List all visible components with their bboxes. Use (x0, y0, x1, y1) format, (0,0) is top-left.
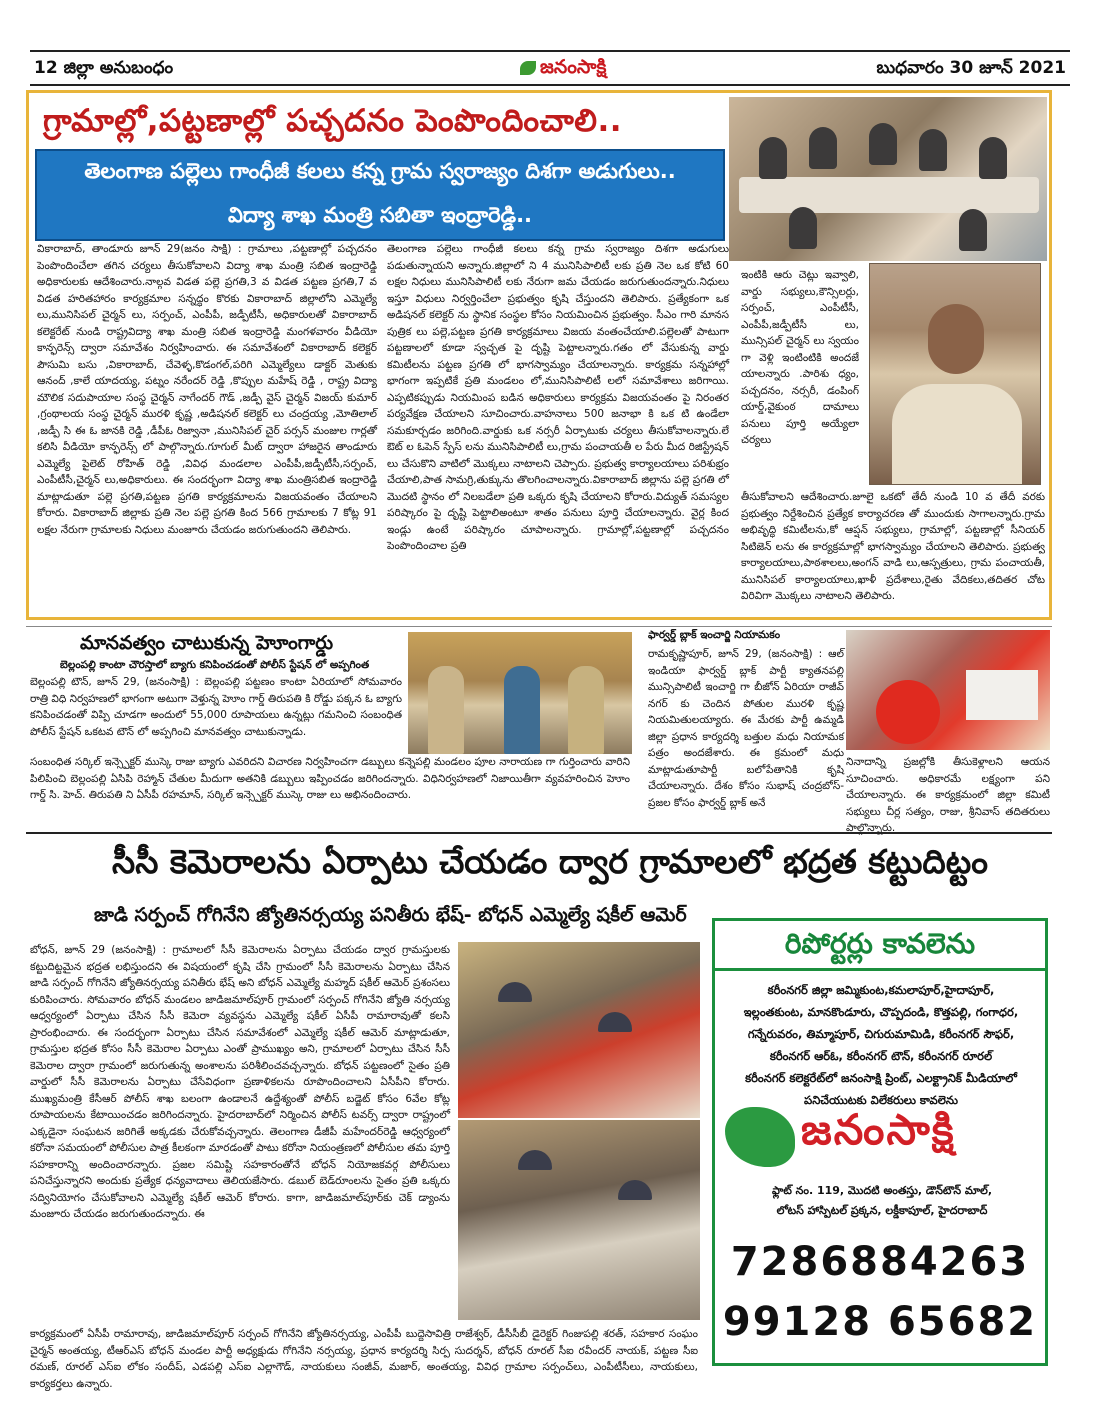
masthead-logo (520, 56, 606, 83)
ad-phone-1: 7286884263 (730, 1239, 1030, 1285)
homeguard-story-body-b: సంబంధిత సర్కిల్ ఇన్స్పెక్టర్ ముస్కె రాజు బ్యాగు ఎవరిదని విచారణ నిర్వహించగా డబ్బులు కన్నెపల్లి మండలం పూల నారాయణ గా గుర్తించారు వారిని పిలిపించి బెల్లంపల్లి ఏసిపి రెహ్మాన్ చేతుల మీదుగా అతనికి డబ్బులు ఇప్పించడం జరిగిందన్నారు. విధినిర్వహణలో నిజాయితీగా వ్యవహరించిన హెూం గార్డ్ సి. హెచ్. తిరుపతి ని ఏసీపీ రహమాన్, సర్కిల్ ఇన్స్పెక్టర్ ముస్కె రాజు లు అభినందించారు. (30, 756, 630, 801)
lead-body-column-2: తెలంగాణ పల్లెలు గాంధీజీ కలలు కన్న గ్రామ స్వరాజ్యం దిశగా అడుగులు పడుతున్నాయని అన్నారు.జిల్లాలో ని 4 మునిసిపాలిటీ లకు ప్రతి నెల ఒక కోటి 60 లక్షల నిధులు మునిసిపాలిటీ లకు నేరుగా జమ చేయడం జరుగుతుందన్నారు.నిధులు ఇస్తూ విధులు నిర్వర్తించేలా ప్రభుత్వం కృషి చేస్తుందని తెలిపారు. ప్రత్యేకంగా ఒక అడిషనల్ కలెక్టర్ ను స్థానిక సంస్థల కోసం నియమించిన ప్రభుత్వం. సీఎం గారి మానస పుత్రిక లు పల్లె,పట్టణ ప్రగతి కార్యక్రమాలు విజయ వంతంచేయాలి.పల్లెలతో పాటుగా పట్టణాలలో కూడా స్వచ్ఛత పై దృష్టి పెట్టాలన్నారు.గతం లో వేసుకున్న వార్డు కమిటీలను పట్టణ ప్రగతి లో భాగస్వామ్యం చేయాలన్నారు. కార్యక్రమ సన్నహాల్లో భాగంగా ఇప్పటికే ప్రతి మండలం లో,మునిసిపాలిటీ లలో సమావేశాలు జరిగాయి. ఎప్పటికప్పుడు నియమింప బడిన అధికారులు కార్యక్రమ విజయవంతం పై నిరంతర పర్యవేక్షణ చేయాలని సూచించారు.వాహనాలు 500 జనాభా కి ఒక టి ఉండేలా సమకూర్చడం జరిగింది.వార్డుకు ఒక నర్సరీ ఏర్పాటుకు చర్యలు తీసుకోవాలన్నారు.లే ఔట్ ల ఓపెన్ స్పేస్ లను మునిసిపాలిటీ లు,గ్రామ పంచాయతీ ల పేరు మీద రిజిస్ట్రేషన్ లు చేసుకొని వాటిలో మొక్కలు నాటాలని చెప్పారు. ప్రభుత్వ కార్యాలయాలు పరిశుభ్రం చేయాలి,పాత సామగ్రి,తుక్కును తొలగించాలన్నారు.వికారాబాద్ జిల్లాను పల్లె ప్రగతి లో మొదటి స్థానం లో నిలబడేలా ప్రతి ఒక్కరు కృషి చేయాలని కోరారు.విద్యుత్ సమస్యల పరిష్కారం పై దృష్టి పెట్టాలిఅంటూ శాతం పనులు పూర్తి చేయాలన్నారు. వైర్ల కింద ఇండ్లు ఉంటే పరిష్కారం చూపాలన్నారు. గ్రామాల్లో,పట్టణాల్లో పచ్చదనం పెంపొందించాల ప్రతి (387, 243, 729, 552)
lead-subheadline-2: విద్యా శాఖ మంత్రి సబితా ఇంద్రారెడ్డి.. (227, 203, 533, 227)
ad-locations (723, 979, 1039, 1111)
ad-line-6: పనిచేయుటకు విలేకరులు కావలెను (804, 1093, 958, 1107)
cctv-story-body: బోధన్, జూన్ 29 (జనంసాక్షి) : గ్రామాలలో సీసీ కెమెరాలను ఏర్పాటు చేయడం ద్వార గ్రామస్తులకు కట్టుదిట్టమైన భద్రత లభిస్తుందని ఈ విషయంలో కృషి చేసి గ్రామంలో సీసీ కెమెరాలను ఏర్పాటు చేసిన జాడి సర్పంచ్ గోగినేని జ్యోతినర్సయ్య పనితీరు భేష్ అని బోధన్ ఎమ్మెల్యే మహ్మద్ షకీల్ ఆమెర్ ప్రశంసలు కురిపించారు. సోమవారం బోధన్ మండలం జాడిజమాల్‌పూర్ గ్రామంలో సర్పంచ్ గోగినేని జ్యోతి నర్సయ్య ఆధ్వర్యంలో ఏర్పాటు చేసిన సీసీ కెమెరా వ్యవస్థను ఎమ్మెల్యే షకీల్ ఏసీపీ రామారావుతో కలసి ప్రారంభించారు. ఈ సందర్భంగా ఏర్పాటు చేసిన సమావేశంలో ఎమ్మెల్యే షకీల్ ఆమెర్ మాట్లాడుతూ, గ్రామస్తుల భద్రత కోసం సీసీ కెమెరాల ఏర్పాటు ఎంతో ప్రాముఖ్యం అని, గ్రామాలలో ఏర్పాటు చేసిన సీసీ కెమెరాల ద్వారా గ్రామంలో జరుగుతున్న అంశాలను పరిశీలించవచ్చన్నారు. బోధన్ పట్టణంలో సైతం ప్రతి వార్డులో సీసీ కెమెరాలను ఏర్పాటు చేసేవిధంగా ప్రణాళికలను రూపొందించాలని ఏసీపీని కోరారు. ముఖ్యమంత్రి కేసీఆర్ పోలీస్ శాఖ బలంగా ఉండాలనే ఉద్దేశ్యంతో పోలీస్ బడ్జెట్ కోసం 6వేల కోట్ల రూపాయలను కేటాయించడం జరిగిందన్నారు. హైదరాబాద్‌లో నిర్మించిన పోలీస్ టవర్స్ ద్వారా రాష్ట్రంలో ఎక్కడైనా సంఘటన జరిగితే అక్కడకు చేరుకోవచ్చన్నారు. తెలంగాణ డీజీపీ మహేందర్‌రెడ్డి ఆధ్వర్యంలో కరోనా సమయంలో పోలీసుల పాత్ర కీలకంగా మారడంతో పాటు కరోనా నియంత్రణలో పోలీసుల తమ పూర్తి సహకారాన్ని అందించారన్నారు. ప్రజల సమిష్టి సహకారంతోనే బోధన్ నియోజకవర్గ పోలీసులు పనిచేస్తున్నారని అందుకు ప్రత్యేక ధన్యవాదాలు తెలియజేసారు. డబుల్ బెడ్‌రూంలను సైతం ప్రతి ఒక్కరు సద్వినియోగం చేసుకోవాలని ఎమ్మెల్యే షకీల్ ఆమెర్ కోరారు. కాగా, జాడిజమాల్‌పూర్‌కు చెక్ డ్యాంను మంజూరు చేయడం జరుగుతుందన్నారు. ఈ (30, 944, 450, 1220)
homeguard-story-subtitle: బెల్లంపల్లి కాంటా చౌరస్తాలో బ్యాగు కనిపించడంతో పోలీస్ స్టేషన్ లో అప్పగింత (60, 659, 370, 671)
homeguard-photo (408, 632, 632, 754)
forward-bloc-photo (846, 630, 1050, 750)
ad-logo-text: జనంసాక్షి (801, 1105, 956, 1154)
ad-line-1: కరీంనగర్ జిల్లా జమ్మికుంట,కమలాపూర్,హైదాపూర్, (767, 983, 995, 997)
homeguard-story-title: మానవత్వం చాటుకున్న హెూంగార్డు (80, 632, 334, 654)
cctv-story-headline: సీసీ కెమెరాలను ఏర్పాటు చేయడం ద్వార గ్రామాలలో భద్రత కట్టుదిట్టం (112, 842, 988, 881)
homeguard-story-body-a: బెల్లంపల్లి టౌన్, జూన్ 29, (జనంసాక్షి) : బెల్లంపల్లి పట్టణం కాంటా ఏరియాలో సోమవారం రాత్రి విధి నిర్వహణలో భాగంగా అటుగా వెళ్తున్న హెూం గార్డ్ తిరుపతి కి రోడ్డు పక్కన ఓ బ్యాగు కనిపించడంతో విప్పి చూడగా అందులో 55,000 రూపాయలు ఉన్నట్లు గమనించి సంబంధిత పోలీస్ స్టేషన్ ఒకటవ టౌన్ లో అప్పగించి మానవత్వం చాటుకున్నాడు. (30, 676, 402, 738)
leaf-icon (520, 61, 536, 75)
forward-bloc-story-title: ఫార్వర్డ్ బ్లాక్ ఇంచార్జి నియామకం (648, 629, 781, 641)
lead-body-column-3a: ఇంటికి ఆరు చెట్లు ఇవ్వాలి, వార్డు సభ్యులు,కౌన్సిలర్లు, సర్పంచ్, ఎంపీటీసీ, ఎంపీపీ,జడ్పీటీసీ లు, మున్సిపల్ చైర్మన్ లు స్వయం గా వెళ్లి ఇంటింటికి అందజే యాలన్నారు .పారిశు ధ్యం, పచ్చదనం, నర్సరీ, డంపింగ్ యార్డ్,వైకుంఠ దామాలు పనులు పూర్తి అయ్యేలా చర్యలు (741, 269, 859, 446)
ad-line-4: కరీంనగర్ ఆర్ఓ, కరీంనగర్ టౌన్, కరీంనగర్ రూరల్ (769, 1049, 993, 1063)
ad-line-3: గన్నేరువరం, తిమ్మాపూర్, చిగురుమామిడి, కరీంనగర్ సౌఫర్, (747, 1027, 1015, 1041)
reporters-wanted-ad (712, 918, 1048, 1366)
ad-logo (721, 1101, 1039, 1181)
ad-address-line-2: లోటస్ హాస్పిటల్ ప్రక్కన, లక్డీకాపూల్, హైదరాబాద్ (776, 1204, 988, 1217)
masthead-text: జనంసాక్షి (540, 56, 607, 78)
lead-body-column-1: వికారాబాద్, తాండూరు జూన్ 29(జనం సాక్షి) : గ్రామాలు ,పట్టణాల్లో పచ్చదనం పెంపొందించేలా తగిన చర్యలు తీసుకోవాలని విద్యా శాఖ మంత్రి సబిత ఇంద్రారెడ్డి అధికారులకు ఆదేశించారు.నాల్గవ విడత పల్లె ప్రగతి,3 వ విడత పట్టణ ప్రగతి,7 వ విడత హరితహారం కార్యక్రమాల సన్నద్ధం కొరకు వికారాబాద్ జిల్లాలోని ఎమ్మెల్యే లు,మునిసిపల్ చైర్మన్ లు, సర్పంచ్, ఎంపీపీ, జడ్పీటీసీ, అధికారులతో వికారాబాద్ కలెక్టరేట్ నుండి రాష్ట్రవిద్యా శాఖ మంత్రి సబిత ఇంద్రారెడ్డి మంగళవారం వీడియో కాన్ఫరెన్స్ ద్వారా సమావేశం నిర్వహించారు. ఈ సమావేశంలో వికారాబాద్ కలెక్టర్ పౌసుమి బసు ,వికారాబాద్, చేవెళ్ళ,కొడంగల్,పరిగి ఎమ్మెల్యేలు డాక్టర్ మెతుకు ఆనంద్ ,కాలే యాదయ్య, పట్నం నరేందర్ రెడ్డి ,కొప్పుల మహేష్ రెడ్డి , రాష్ట్ర విద్యా మౌలిక సదుపాయాల సంస్థ చైర్మన్ నాగేందర్ గౌడ్ ,జడ్పీ వైస్ చైర్మన్ విజయ్ కుమార్ ,గ్రంథాలయ సంస్థ చైర్మన్ మురళి కృష్ణ ,అడిషనల్ కలెక్టర్ లు చంద్రయ్య ,మోతిలాల్ ,జడ్పీ సి ఈ ఓ జానకి రెడ్డి ,డీపీఓ రిజ్వానా ,మునిసిపల్ చైర్ పర్సన్ మంజుల గార్లతో కలిసి వీడియో కాన్ఫరెన్స్ లో పాల్గొన్నారు.గూగుల్ మీట్ ద్వారా హాజరైన తాండూరు ఎమ్మెల్యే పైలెట్ రోహిత్ రెడ్డి ,వివిధ మండలాల ఎంపీపీ,జడ్పీటీసీ,సర్పంచ్, ఎంపీటీసీ,చైర్మన్ లు,అధికారులు. ఈ సందర్భంగా విద్యా శాఖ మంత్రిసబిత ఇంద్రారెడ్డి మాట్లాడుతూ పల్లె ప్రగతి,పట్టణ ప్రగతి కార్యక్రమాలను విజయవంతం చేయాలని కోరారు. వికారాబాద్ జిల్లాకు ప్రతి నెల పల్లె ప్రగతి కింద 566 గ్రామాలకు 7 కోట్ల 91 లక్షల నేరుగా గ్రామాలకు నిధులు మంజూరు చేయడం జరుగుతుందని తెలిపారు. (37, 243, 377, 536)
ad-address (723, 1181, 1041, 1221)
lead-body-column-3b: తీసుకోవాలని ఆదేశించారు.జూలై ఒకటో తేదీ నుండి 10 వ తేదీ వరకు ప్రభుత్వం నిర్దేశించిన ప్రత్యేక కార్యాచరణ తో ముందుకు సాగాలన్నారు.గ్రామ అభివృద్ధి కమిటీలను,కో ఆప్షన్ సభ్యులు, గ్రామాల్లో, పట్టణాల్లో సీనియర్ సిటిజెన్ లను ఈ కార్యక్రమాల్లో భాగస్వామ్యం చేయాలని తెలిపారు. ప్రభుత్వ కార్యాలయాలు,పాఠశాలలు,అంగన్ వాడి లు,ఆస్పత్రులు, గ్రామ పంచాయతీ, మునిసిపల్ కార్యాలయాలు,ఖాళీ ప్రదేశాలు,రైతు వేదికలు,తదితర చోట విరివిగా మొక్కలు నాటాలని తెలిపారు. (741, 491, 1045, 602)
ad-line-5: కరీంనగర్ కలెక్టరేట్‌లో జనంసాక్షి ప్రింట్, ఎలక్ట్రానిక్ మీడియాలో (745, 1071, 1017, 1085)
ad-line-2: ఇల్లంతకుంట, మానకొండూరు, చొప్పదండి, కొత్తపల్లి, గంగాధర, (743, 1005, 1019, 1019)
cctv-story-subheadline: జాడి సర్పంచ్ గోగినేని జ్యోతినర్సయ్య పనితీరు భేష్- బోధన్ ఎమ్మెల్యే షకీల్ ఆమెర్ (94, 904, 687, 926)
lead-headline: గ్రామాల్లో,పట్టణాల్లో పచ్చదనం పెంపొందించాలి.. (43, 103, 623, 139)
ad-phone-2: 99128 65682 (722, 1299, 1038, 1345)
ad-address-line-1: ఫ్లాట్ నం. 119, మొదటి అంతస్తు, డౌన్‌టౌన్ మాల్, (771, 1184, 993, 1197)
forward-bloc-story-body-a: రామకృష్ణాపూర్, జూన్ 29, (జనంసాక్షి) : ఆల్ ఇండియా ఫార్వర్డ్ బ్లాక్ పార్టీ క్యాతనపల్లి మున్సిపాలిటీ ఇంచార్జి గా బీజోన్ ఏరియా రాజీవ్ నగర్ కు చెందిన పోతుల మురళి కృష్ణ నియమితులయ్యారు. ఈ మేరకు పార్టీ ఉమ్మడి జిల్లా ప్రధాన కార్యదర్శి బత్తుల మధు నియామక పత్రం అందజేశారు. ఈ క్రమంలో మధు మాట్లాడుతూపార్టీ బలోపేతానికి కృషి చేయాలన్నారు. దేశం కోసం సుభాష్ చంద్రబోస్- ప్రజల కోసం ఫార్వర్డ్ బ్లాక్ అనే (648, 648, 844, 809)
section-divider (26, 626, 1052, 627)
lead-subheadline-1: తెలంగాణ పల్లెలు గాంధీజీ కలలు కన్న గ్రామ స్వరాజ్యం దిశగా అడుగులు.. (84, 159, 676, 183)
page-header (30, 50, 1070, 86)
lead-story-frame (26, 90, 1052, 620)
telangana-map-icon (725, 1107, 795, 1167)
ad-title: రిపోర్టర్లు కావలెను (715, 921, 1045, 971)
cctv-event-photo-1 (458, 942, 700, 1118)
page-number-section: 12 జిల్లా అనుబంధం (34, 58, 174, 78)
minister-photo (869, 263, 1041, 485)
section-divider-2 (26, 832, 1052, 834)
meeting-photo (729, 97, 1047, 261)
page-date: బుధవారం 30 జూన్ 2021 (876, 58, 1066, 78)
cctv-story-attendees: కార్యక్రమంలో ఏసీపీ రామారావు, జాడిజమాల్‌పూర్ సర్పంచ్ గోగినేని జ్యోతినర్సయ్య, ఎంపీపీ బుద్దెసావిత్రి రాజేశ్వర్, డీసీసీబీ డైరెక్టర్ గింజుపల్లి శరత్, సహకార సంఘం చైర్మన్ అంతయ్య, టీఆర్ఎస్ బోధన్ మండల పార్టీ అధ్యక్షుడు గోగినేని నర్సయ్య, ప్రధాన కార్యదర్శి సిర్ప సుదర్శన్, బోధన్ రూరల్ సీఐ రవీందర్ నాయక్, పట్టణ సీఐ రమణ్, రూరల్ ఎస్ఐ లోకం సందీప్, ఎడపల్లి ఎస్ఐ ఎల్లాగౌడ్, నాయకులు సంజీవ్, మజార్, అంతయ్య, వివిధ గ్రామాల సర్పంచ్‌లు, ఎంపీటీసీలు, నాయకులు, కార్యకర్తలు ఉన్నారు. (30, 1328, 698, 1390)
cctv-event-photo-2 (458, 1120, 700, 1320)
forward-bloc-story-body-b: నినాదాన్ని ప్రజల్లోకి తీసుకెళ్లాలని ఆయన సూచించారు. అధికారమే లక్ష్యంగా పని చేయాలన్నారు. ఈ కార్యక్రమంలో జిల్లా కమిటీ సభ్యులు చీర్ల సత్యం, రాజు, శ్రీనివాస్ తదితరులు పాల్గొన్నారు. (846, 756, 1050, 834)
lead-subheadline-box (35, 149, 725, 241)
